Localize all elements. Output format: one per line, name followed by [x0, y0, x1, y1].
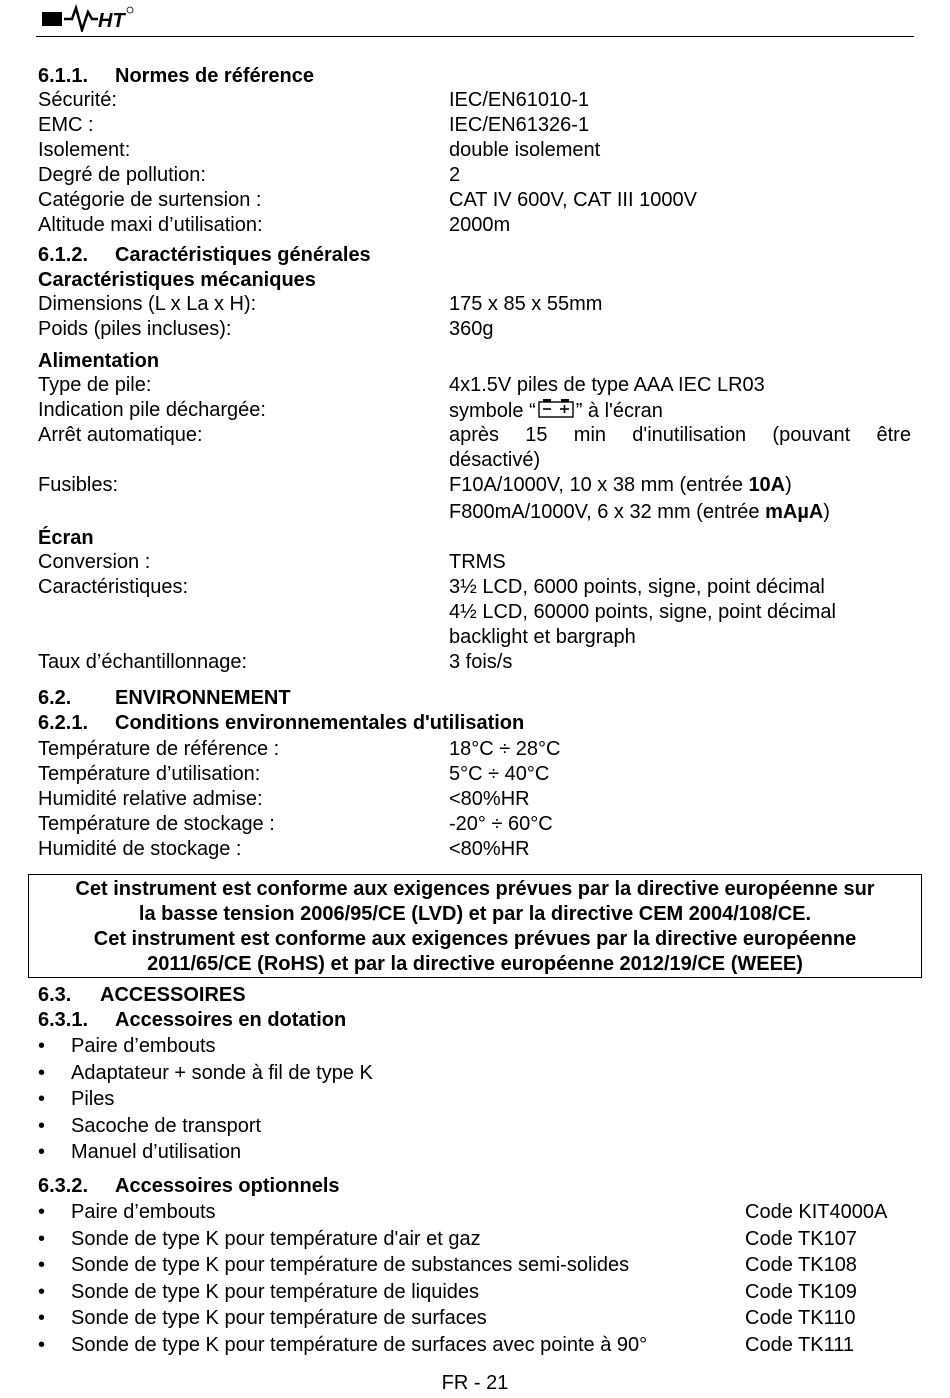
section-number: 6.2.	[38, 687, 72, 709]
section-heading-63	[38, 983, 246, 1008]
item-text: Sonde de type K pour température de liquides	[71, 1280, 480, 1303]
spec-label: Altitude maxi d’utilisation:	[38, 214, 263, 236]
word: être	[876, 424, 911, 446]
item-code: Code KIT4000A	[745, 1201, 888, 1223]
spec-label: Humidité de stockage :	[38, 838, 242, 860]
fuse-text: F10A/1000V, 10 x 38 mm (entrée	[449, 474, 749, 496]
auto-off-value-line2: désactivé)	[449, 449, 541, 471]
notice-line: Cet instrument est conforme aux exigences prévues par la directive européenne sur	[75, 878, 875, 900]
section-heading-632	[38, 1174, 340, 1199]
section-heading-62	[38, 686, 291, 711]
item-text: Sonde de type K pour température d'air et gaz	[71, 1227, 481, 1250]
spec-label: Isolement:	[38, 139, 131, 161]
spec-value: IEC/EN61010-1	[449, 89, 590, 111]
mech-title: Caractéristiques mécaniques	[38, 269, 316, 291]
word: min	[573, 424, 607, 446]
spec-value: 4½ LCD, 60000 points, signe, point décimal	[449, 601, 836, 623]
page-header	[36, 0, 914, 37]
bullet: •	[38, 1307, 46, 1329]
bullet: •	[38, 1201, 46, 1223]
bullet: •	[38, 1141, 46, 1163]
section-number: 6.1.2.	[38, 244, 89, 266]
item-text: Paire d’embouts	[71, 1201, 216, 1223]
fuse-value-1	[449, 474, 792, 497]
section-number: 6.2.1.	[38, 712, 89, 734]
section-title: Caractéristiques générales	[115, 244, 371, 266]
item-text: Paire d’embouts	[71, 1035, 216, 1057]
spec-value: 175 x 85 x 55mm	[449, 293, 603, 315]
spec-value: 3 fois/s	[449, 651, 513, 673]
spec-value: backlight et bargraph	[449, 626, 636, 648]
spec-label: Arrêt automatique:	[38, 424, 203, 446]
spec-label: Dimensions (L x La x H):	[38, 293, 257, 315]
notice-line: la basse tension 2006/95/CE (LVD) et par la directive CEM 2004/108/CE.	[138, 903, 812, 925]
bullet: •	[38, 1227, 46, 1250]
spec-value: 360g	[449, 318, 494, 340]
spec-value: 2	[449, 164, 461, 186]
item-text: Sonde de type K pour température de surfaces avec pointe à 90°	[71, 1333, 648, 1356]
spec-label: Poids (piles incluses):	[38, 318, 232, 340]
section-number: 6.3.2.	[38, 1175, 89, 1197]
item-code: Code TK111	[745, 1333, 854, 1356]
bullet: •	[38, 1114, 46, 1137]
spec-value: double isolement	[449, 139, 601, 161]
fuse-value-2	[449, 501, 830, 524]
spec-label: Humidité relative admise:	[38, 788, 263, 810]
word: d'inutilisation	[632, 424, 747, 446]
fuse-text: F800mA/1000V, 6 x 32 mm (entrée	[449, 501, 766, 523]
word: 15	[525, 424, 548, 446]
section-title: Normes de référence	[115, 65, 314, 87]
spec-label: Taux d’échantillonnage:	[38, 651, 248, 673]
section-title: Conditions environnementales d'utilisation	[115, 712, 525, 734]
fuse-text: )	[785, 474, 792, 496]
item-code: Code TK107	[745, 1227, 857, 1250]
section-heading-612	[38, 243, 371, 268]
item-code: Code TK110	[745, 1307, 856, 1329]
spec-label: Fusibles:	[38, 474, 119, 496]
notice-line: Cet instrument est conforme aux exigences prévues par la directive européenne	[93, 928, 857, 950]
word: (pouvant	[772, 424, 851, 446]
spec-value: <80%HR	[449, 788, 530, 810]
bullet: •	[38, 1280, 46, 1303]
fuse-input: mAµA	[765, 501, 824, 523]
section-title: ENVIRONNEMENT	[115, 687, 291, 709]
spec-value: 18°C ÷ 28°C	[449, 738, 561, 760]
spec-value: -20° ÷ 60°C	[449, 813, 553, 835]
item-text: Adaptateur + sonde à fil de type K	[71, 1061, 373, 1084]
item-text: Sacoche de transport	[71, 1114, 262, 1137]
spec-value: 2000m	[449, 214, 511, 236]
section-heading-631	[38, 1008, 346, 1033]
section-heading-621	[38, 711, 524, 736]
spec-value: 4x1.5V piles de type AAA IEC LR03	[449, 374, 765, 396]
spec-value: 5°C ÷ 40°C	[449, 763, 550, 785]
spec-label: Type de pile:	[38, 374, 152, 396]
notice-line: 2011/65/CE (RoHS) et par la directive européenne 2012/19/CE (WEEE)	[147, 953, 803, 975]
item-code: Code TK109	[745, 1280, 857, 1303]
section-title: Accessoires en dotation	[115, 1009, 347, 1031]
fuse-text: )	[823, 501, 830, 523]
conformity-notice	[28, 874, 922, 978]
spec-value: 3½ LCD, 6000 points, signe, point décimal	[449, 576, 825, 598]
bullet: •	[38, 1088, 46, 1110]
section-title: Accessoires optionnels	[115, 1175, 340, 1197]
spec-value: <80%HR	[449, 838, 530, 860]
spec-label: Sécurité:	[38, 89, 117, 111]
page-number: FR - 21	[441, 1372, 509, 1394]
power-title: Alimentation	[38, 350, 160, 372]
low-battery-pre: symbole “	[449, 400, 536, 422]
spec-value: TRMS	[449, 551, 506, 573]
word: après	[449, 424, 500, 446]
spec-label: EMC :	[38, 114, 94, 136]
spec-label: Caractéristiques:	[38, 576, 189, 598]
spec-value: IEC/EN61326-1	[449, 114, 590, 136]
fuse-input: 10A	[748, 474, 786, 496]
section-number: 6.3.	[38, 984, 72, 1006]
auto-off-value	[449, 424, 911, 447]
section-number: 6.3.1.	[38, 1009, 89, 1031]
spec-label: Degré de pollution:	[38, 164, 206, 186]
item-text: Manuel d’utilisation	[71, 1141, 242, 1163]
ht-logo	[42, 4, 134, 32]
spec-label: Température d’utilisation:	[38, 763, 261, 785]
section-heading-611	[38, 64, 314, 89]
bullet: •	[38, 1035, 46, 1057]
screen-title: Écran	[38, 527, 94, 549]
bullet: •	[38, 1333, 46, 1356]
item-text: Piles	[71, 1088, 115, 1110]
low-battery-post: ” à l'écran	[575, 400, 663, 422]
logo-text: HT	[98, 10, 125, 32]
spec-label: Indication pile déchargée:	[38, 399, 266, 421]
item-text: Sonde de type K pour température de substances semi-solides	[71, 1254, 630, 1276]
spec-label: Catégorie de surtension :	[38, 189, 262, 211]
spec-label: Température de stockage :	[38, 813, 275, 835]
spec-value: CAT IV 600V, CAT III 1000V	[449, 189, 697, 211]
item-code: Code TK108	[745, 1254, 857, 1276]
spec-label: Conversion :	[38, 551, 151, 573]
battery-icon	[537, 399, 575, 419]
section-title: ACCESSOIRES	[100, 984, 246, 1006]
low-battery-value	[449, 399, 663, 423]
section-number: 6.1.1.	[38, 65, 89, 87]
bullet: •	[38, 1254, 46, 1276]
item-text: Sonde de type K pour température de surfaces	[71, 1307, 487, 1329]
spec-label: Température de référence :	[38, 738, 280, 760]
bullet: •	[38, 1061, 46, 1084]
